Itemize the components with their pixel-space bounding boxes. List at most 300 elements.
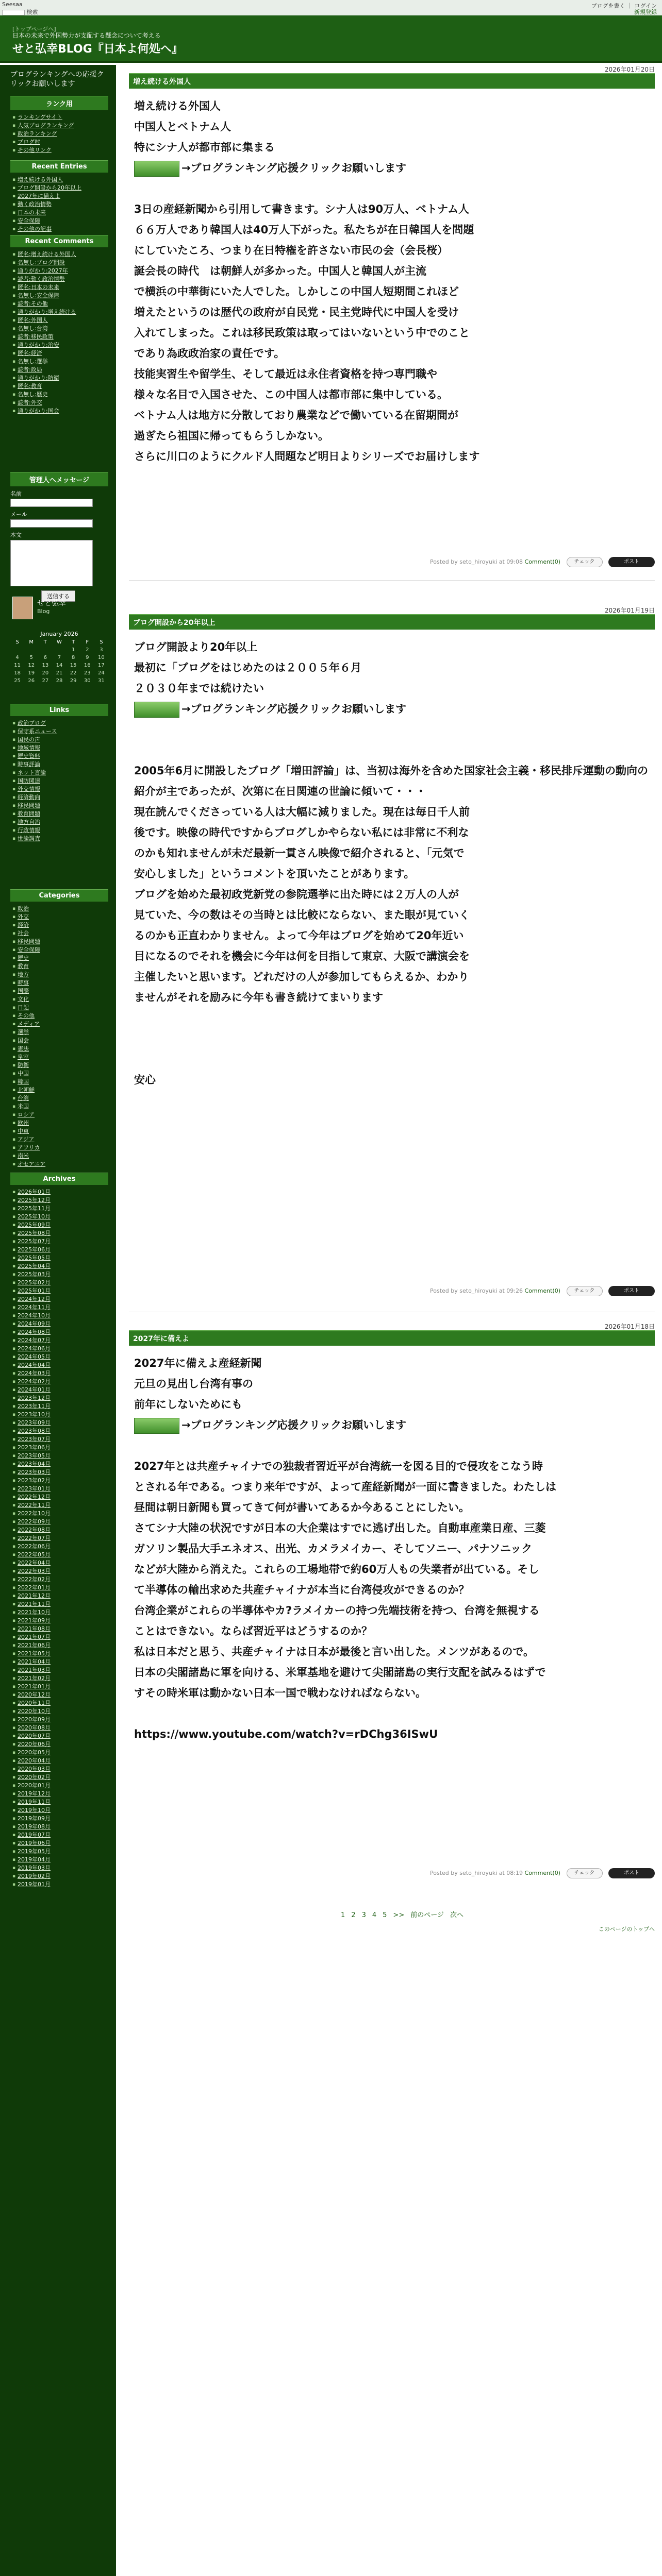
- sidebar-categories-link[interactable]: 移民問題: [18, 938, 40, 945]
- pagination: [325, 1909, 479, 1919]
- sidebar-archives-item: [12, 1353, 108, 1361]
- sidebar-archives-link[interactable]: 2020年04月: [18, 1757, 51, 1764]
- sidebar-rank-link[interactable]: その他リンク: [18, 147, 52, 154]
- sidebar-archives-item: [12, 1856, 108, 1864]
- sidebar-categories-item: [12, 946, 108, 954]
- calendar-day[interactable]: 26: [28, 678, 35, 684]
- sidebar-rank-link[interactable]: 人気ブログランキング: [18, 122, 74, 129]
- mail-input[interactable]: [10, 519, 93, 528]
- sidebar-links-link[interactable]: 外交情報: [18, 786, 40, 792]
- sidebar-categories-link[interactable]: 北朝鮮: [18, 1087, 35, 1093]
- sidebar-archives-item: [12, 1724, 108, 1732]
- calendar-day: [52, 647, 66, 653]
- calendar-day[interactable]: 22: [70, 670, 77, 676]
- calendar-day[interactable]: 28: [56, 678, 63, 684]
- sidebar-comments-link[interactable]: 通りがかり:治安: [18, 342, 59, 348]
- sidebar-categories-item: [12, 938, 108, 946]
- seesaa-brand[interactable]: [2, 1, 23, 8]
- sidebar-archives-link[interactable]: 2025年02月: [18, 1279, 51, 1286]
- sidebar-archives-link[interactable]: 2023年01月: [18, 1485, 51, 1492]
- sidebar-categories-link[interactable]: メディア: [18, 1021, 40, 1027]
- calendar-day[interactable]: 4: [15, 655, 19, 660]
- sidebar-categories-item: [12, 1020, 108, 1028]
- post-title[interactable]: ブログ開設から20年以上: [129, 614, 655, 630]
- sidebar-archives-link[interactable]: 2020年01月: [18, 1782, 51, 1789]
- sidebar-rank-link[interactable]: ブログ村: [18, 139, 40, 145]
- sidebar-recent-link[interactable]: ブログ開設から20年以上: [18, 184, 81, 191]
- sidebar-archives-link[interactable]: 2021年02月: [18, 1675, 51, 1682]
- sidebar-archives-link[interactable]: 2024年11月: [18, 1304, 51, 1311]
- post-line: のかも知れませんが未だ最新一貫さん映像で紹介されると、「元気で: [134, 847, 465, 859]
- sidebar-archives-link[interactable]: 2025年05月: [18, 1255, 51, 1261]
- sidebar-archives-link[interactable]: 2020年06月: [18, 1741, 51, 1748]
- comments-link[interactable]: Comment(0): [524, 1287, 560, 1294]
- calendar-day[interactable]: 5: [29, 655, 33, 660]
- sidebar-archives-link[interactable]: 2023年11月: [18, 1403, 51, 1410]
- ranking-text[interactable]: →ブログランキング応援クリックお願いします: [181, 162, 407, 174]
- sidebar-archives-link[interactable]: 2019年01月: [18, 1881, 51, 1888]
- sidebar-archives-item: [12, 1823, 108, 1831]
- sidebar-categories-link[interactable]: 南米: [18, 1153, 29, 1159]
- sidebar-comments-link[interactable]: 読者:動く政治情勢: [18, 276, 65, 282]
- sidebar-archives-link[interactable]: 2025年08月: [18, 1230, 51, 1236]
- sidebar-archives-link[interactable]: 2021年08月: [18, 1625, 51, 1632]
- sidebar-categories-link[interactable]: 中国: [18, 1070, 29, 1077]
- post-line: にしていたころ、つまり在日特権を許さない市民の会（会長桜）: [134, 244, 448, 257]
- calendar-day[interactable]: 30: [84, 678, 91, 684]
- page-link[interactable]: 4: [372, 1911, 377, 1919]
- sidebar-archives-link[interactable]: 2019年06月: [18, 1840, 51, 1846]
- post-line: ことはできない。ならば習近平はどうするのか？: [134, 1625, 372, 1637]
- sidebar-archives-link[interactable]: 2021年06月: [18, 1642, 51, 1649]
- sidebar-comments-link[interactable]: 匿名:日本の未来: [18, 284, 59, 291]
- sidebar-archives-link[interactable]: 2025年11月: [18, 1205, 51, 1212]
- sidebar-archives-link[interactable]: 2019年07月: [18, 1832, 51, 1838]
- sidebar-archives-link[interactable]: 2024年06月: [18, 1345, 51, 1352]
- sidebar-links-link[interactable]: 国防関連: [18, 777, 40, 784]
- sidebar-links-item: [12, 802, 108, 810]
- write-blog-link[interactable]: ブログを書く: [591, 3, 625, 9]
- calendar-day[interactable]: 6: [43, 655, 47, 660]
- sidebar-categories-link[interactable]: ロシア: [18, 1111, 35, 1118]
- sidebar-archives-link[interactable]: 2023年04月: [18, 1461, 51, 1467]
- sidebar-archives-item: [12, 1575, 108, 1584]
- calendar-day[interactable]: 2: [86, 647, 89, 653]
- post-line: [134, 1435, 650, 1456]
- post-line: とされる年である。つまり来年ですが、よって産経新聞が一面に書きました。わたしは: [134, 1481, 556, 1493]
- sidebar-categories-link[interactable]: 教育: [18, 963, 29, 970]
- sidebar-archives-link[interactable]: 2025年03月: [18, 1271, 51, 1278]
- post-line: 技能実習生や留学生、そして最近は永住者資格を持つ専門職や: [134, 368, 437, 380]
- sidebar-archives-link[interactable]: 2023年09月: [18, 1419, 51, 1426]
- sidebar-categories-link[interactable]: 政治: [18, 905, 29, 912]
- post-line: 中国人とベトナム人: [134, 121, 231, 133]
- sidebar-links-link[interactable]: 世論調査: [18, 835, 40, 842]
- sidebar-categories-link[interactable]: 外交: [18, 913, 29, 920]
- sidebar-archives-link[interactable]: 2019年05月: [18, 1848, 51, 1855]
- sidebar-archives-item: [12, 1716, 108, 1724]
- sidebar-archives-link[interactable]: 2021年04月: [18, 1658, 51, 1665]
- sidebar-archives-link[interactable]: 2025年12月: [18, 1197, 51, 1204]
- sidebar-archives-link[interactable]: 2020年02月: [18, 1774, 51, 1781]
- post-title[interactable]: 増え続ける外国人: [129, 73, 655, 89]
- sidebar-archives-link[interactable]: 2024年10月: [18, 1312, 51, 1319]
- sidebar-recent-link[interactable]: 2027年に備えよ: [18, 193, 60, 199]
- sidebar-categories-link[interactable]: 文化: [18, 996, 29, 1003]
- calendar-day[interactable]: 29: [70, 678, 77, 684]
- calendar-day[interactable]: 8: [71, 655, 75, 660]
- check-button[interactable]: チェック: [567, 1868, 603, 1878]
- sidebar-archives-link[interactable]: 2024年03月: [18, 1370, 51, 1377]
- sidebar-archives-item: [12, 1534, 108, 1543]
- sidebar-archives-link[interactable]: 2020年10月: [18, 1708, 51, 1715]
- post-line: るのかも正直わかりません。よって今年はブログを始めて20年近い: [134, 929, 464, 942]
- sidebar-comments-link[interactable]: 読者:政局: [18, 366, 42, 373]
- sidebar-comments-link[interactable]: 匿名:外国人: [18, 317, 48, 324]
- sidebar-recent-link[interactable]: その他の記事: [18, 226, 52, 232]
- sidebar-links-link[interactable]: 地域情報: [18, 744, 40, 751]
- sidebar-archives-link[interactable]: 2023年05月: [18, 1452, 51, 1459]
- sidebar-rank-item: [12, 113, 108, 122]
- sidebar-archives-link[interactable]: 2022年05月: [18, 1551, 51, 1558]
- comments-link[interactable]: Comment(0): [524, 558, 560, 565]
- sidebar-archives-item: [12, 1683, 108, 1691]
- sidebar-links-link[interactable]: 移民問題: [18, 802, 40, 809]
- recent-entries-list: [10, 173, 108, 233]
- sidebar-categories-link[interactable]: 皇室: [18, 1054, 29, 1060]
- sidebar-categories-item: [12, 1094, 108, 1103]
- calendar-day[interactable]: 12: [28, 663, 35, 668]
- sidebar-archives-link[interactable]: 2019年11月: [18, 1799, 51, 1805]
- page-link[interactable]: 3: [361, 1911, 366, 1919]
- sidebar-archives-link[interactable]: 2022年04月: [18, 1560, 51, 1566]
- top-page-link[interactable]: [トップページへ]: [12, 26, 56, 32]
- avatar[interactable]: [12, 597, 33, 619]
- page-top-link[interactable]: このページのトップへ: [598, 1926, 655, 1933]
- prev-page-link[interactable]: 前のページ: [410, 1911, 444, 1919]
- sidebar-comments-link[interactable]: 読者:外交: [18, 399, 42, 406]
- calendar-dow: S: [100, 639, 103, 645]
- sidebar-archives-link[interactable]: 2024年01月: [18, 1386, 51, 1393]
- sidebar-archives-item: [12, 1592, 108, 1600]
- sidebar-archives-item: [12, 1782, 108, 1790]
- comments-link[interactable]: Comment(0): [524, 1870, 560, 1876]
- sidebar-archives-link[interactable]: 2020年08月: [18, 1724, 51, 1731]
- sidebar-links-item: [12, 727, 108, 736]
- sidebar-archives-link[interactable]: 2025年01月: [18, 1287, 51, 1294]
- sidebar-comments-link[interactable]: 名無し:安全保障: [18, 292, 59, 299]
- sidebar-archives-link[interactable]: 2025年06月: [18, 1246, 51, 1253]
- blog-title[interactable]: せと弘幸BLOG『日本よ何処へ』: [12, 43, 183, 56]
- sidebar-archives-link[interactable]: 2023年07月: [18, 1436, 51, 1443]
- post-share-button[interactable]: ポスト: [608, 1868, 655, 1878]
- sidebar-archives-link[interactable]: 2020年05月: [18, 1749, 51, 1756]
- calendar-day[interactable]: 25: [14, 678, 21, 684]
- sidebar-links-link[interactable]: 保守系ニュース: [18, 728, 57, 735]
- ranking-banner[interactable]: [134, 161, 179, 177]
- sidebar-comments-link[interactable]: 名無し:台湾: [18, 325, 48, 332]
- sidebar-archives-link[interactable]: 2024年08月: [18, 1329, 51, 1335]
- post-line: 2005年6月に開設したブログ「増田評論」は、当初は海外を含めた国家社会主義・移民排斥運動の動向の紹介が主であったが、次第に在日関連の世論に傾いて・・・: [134, 765, 649, 798]
- sidebar-archives-link[interactable]: 2022年03月: [18, 1568, 51, 1574]
- sidebar-archives-link[interactable]: 2019年03月: [18, 1865, 51, 1871]
- sidebar-archives-link[interactable]: 2022年12月: [18, 1494, 51, 1500]
- sidebar-categories-link[interactable]: 国際: [18, 988, 29, 994]
- sidebar-recent-item: [12, 225, 108, 233]
- sidebar-archives-link[interactable]: 2025年09月: [18, 1222, 51, 1228]
- sidebar-categories-link[interactable]: 経済: [18, 922, 29, 928]
- register-link[interactable]: 新規登録: [634, 9, 657, 15]
- sidebar-rank-link[interactable]: ランキングサイト: [18, 114, 62, 121]
- ranking-text[interactable]: →ブログランキング応援クリックお願いします: [181, 1419, 407, 1431]
- sidebar-archives-item: [12, 1402, 108, 1411]
- sidebar-links-item: [12, 818, 108, 826]
- sidebar-archives-link[interactable]: 2022年11月: [18, 1502, 51, 1509]
- sidebar-recent-link[interactable]: 日本の未来: [18, 209, 46, 216]
- sidebar-archives-link[interactable]: 2023年02月: [18, 1477, 51, 1484]
- page-link[interactable]: 5: [383, 1911, 387, 1919]
- sidebar-archives-item: [12, 1773, 108, 1782]
- body-label: 本文: [10, 532, 22, 538]
- sidebar-archives-link[interactable]: 2023年12月: [18, 1395, 51, 1401]
- sidebar-categories-link[interactable]: 歴史: [18, 955, 29, 961]
- sidebar-categories-link[interactable]: 日記: [18, 1004, 29, 1011]
- sidebar-archives-link[interactable]: 2022年07月: [18, 1535, 51, 1541]
- sidebar-comments-link[interactable]: 名無し:歴史: [18, 391, 48, 398]
- recent-comments-list: [10, 247, 108, 415]
- send-button[interactable]: 送信する: [41, 590, 75, 602]
- calendar-day[interactable]: 24: [98, 670, 105, 676]
- ranking-banner[interactable]: [134, 1418, 179, 1434]
- calendar-day[interactable]: 10: [98, 655, 105, 660]
- sidebar-archives-link[interactable]: 2025年07月: [18, 1238, 51, 1245]
- top-right-links: ブログを書く ｜ ログイン: [591, 3, 657, 9]
- calendar-day[interactable]: 19: [28, 670, 35, 676]
- post-line: 見ていた、今の数はその当時とは比較にならない、また眼が見ていく: [134, 909, 470, 921]
- sidebar-links-link[interactable]: ネット言論: [18, 769, 46, 776]
- sidebar-archives-link[interactable]: 2019年02月: [18, 1873, 51, 1879]
- sidebar-categories-item: [12, 1144, 108, 1152]
- sidebar-categories-link[interactable]: 台湾: [18, 1095, 29, 1101]
- sidebar-archives-item: [12, 1444, 108, 1452]
- sidebar-categories-item: [12, 913, 108, 921]
- sidebar-comments-link[interactable]: 名無し:ブログ開設: [18, 259, 65, 266]
- calendar-day[interactable]: 1: [71, 647, 75, 653]
- sidebar-archives-link[interactable]: 2022年06月: [18, 1543, 51, 1550]
- sidebar-archives-link[interactable]: 2023年10月: [18, 1411, 51, 1418]
- profile-name[interactable]: せと弘幸: [37, 599, 66, 607]
- sidebar-archives-link[interactable]: 2024年02月: [18, 1378, 51, 1385]
- sidebar-archives-link[interactable]: 2024年07月: [18, 1337, 51, 1344]
- post-line: [134, 1028, 650, 1049]
- archives-list: [10, 1185, 108, 1889]
- calendar-day[interactable]: 3: [100, 647, 103, 653]
- sidebar-comments-link[interactable]: 読者:その他: [18, 300, 48, 307]
- sidebar-comments-link[interactable]: 通りがかり:2027年: [18, 267, 68, 274]
- search-input[interactable]: [2, 10, 25, 15]
- sidebar-rank-link[interactable]: 政治ランキング: [18, 130, 57, 137]
- sidebar-recent-link[interactable]: 増え続ける外国人: [18, 176, 63, 183]
- sidebar-comments-link[interactable]: 匿名:経済: [18, 350, 42, 357]
- sidebar-archives-link[interactable]: 2019年10月: [18, 1807, 51, 1814]
- check-button[interactable]: チェック: [567, 557, 603, 567]
- sidebar-archives-link[interactable]: 2020年03月: [18, 1766, 51, 1772]
- calendar-day[interactable]: 20: [42, 670, 49, 676]
- calendar-day[interactable]: 15: [70, 663, 77, 668]
- post-title[interactable]: 2027年に備えよ: [129, 1330, 655, 1346]
- sidebar-categories-link[interactable]: 安全保障: [18, 946, 40, 953]
- sidebar-archives-link[interactable]: 2026年01月: [18, 1189, 51, 1195]
- sidebar-links-link[interactable]: 経済動向: [18, 794, 40, 801]
- sidebar-comments-link[interactable]: 匿名:教育: [18, 383, 42, 389]
- sidebar-comments-link[interactable]: 名無し:選挙: [18, 358, 48, 365]
- sidebar-archives-link[interactable]: 2021年11月: [18, 1601, 51, 1607]
- post-line: [134, 740, 650, 760]
- sidebar-archives-link[interactable]: 2021年05月: [18, 1650, 51, 1657]
- calendar-day[interactable]: 16: [84, 663, 91, 668]
- sidebar-links-link[interactable]: 国民の声: [18, 736, 40, 743]
- calendar-day[interactable]: 18: [14, 670, 21, 676]
- sidebar-archives-link[interactable]: 2019年12月: [18, 1790, 51, 1797]
- calendar-day[interactable]: 23: [84, 670, 91, 676]
- sidebar-archives-link[interactable]: 2021年01月: [18, 1683, 51, 1690]
- sidebar-categories-link[interactable]: 時事: [18, 979, 29, 986]
- sidebar-archives-link[interactable]: 2022年09月: [18, 1518, 51, 1525]
- sidebar-comments-link[interactable]: 匿名:増え続ける外国人: [18, 251, 76, 258]
- body-textarea[interactable]: [10, 540, 93, 586]
- sidebar-categories-link[interactable]: 地方: [18, 971, 29, 978]
- sidebar-categories-link[interactable]: アジア: [18, 1136, 35, 1143]
- login-link[interactable]: ログイン: [634, 3, 657, 9]
- sidebar-categories-link[interactable]: 防衛: [18, 1062, 29, 1069]
- name-input[interactable]: [10, 499, 93, 507]
- sidebar-archives-link[interactable]: 2022年02月: [18, 1576, 51, 1583]
- sidebar-categories-link[interactable]: 米国: [18, 1103, 29, 1110]
- sidebar-archives-link[interactable]: 2021年12月: [18, 1592, 51, 1599]
- post-footer: [430, 1286, 655, 1296]
- sidebar-links-link[interactable]: 地方自治: [18, 819, 40, 825]
- sidebar-archives-link[interactable]: 2024年12月: [18, 1296, 51, 1302]
- sidebar-archives-link[interactable]: 2021年03月: [18, 1667, 51, 1673]
- sidebar-categories-link[interactable]: 憲法: [18, 1045, 29, 1052]
- sidebar-categories-item: [12, 1061, 108, 1070]
- sidebar-comments-link[interactable]: 通りがかり:国会: [18, 408, 59, 414]
- sidebar-archives-link[interactable]: 2021年09月: [18, 1617, 51, 1624]
- sidebar-archives-link[interactable]: 2023年03月: [18, 1469, 51, 1476]
- section-title: Recent Entries: [10, 160, 108, 173]
- sidebar-archives-link[interactable]: 2023年06月: [18, 1444, 51, 1451]
- page-link[interactable]: 2: [351, 1911, 356, 1919]
- post-line: 増え続ける外国人: [134, 100, 221, 112]
- sidebar-archives-link[interactable]: 2020年09月: [18, 1716, 51, 1723]
- sidebar-links-link[interactable]: 行政情報: [18, 827, 40, 834]
- post-share-button[interactable]: ポスト: [608, 1286, 655, 1296]
- sidebar-archives-link[interactable]: 2022年08月: [18, 1527, 51, 1533]
- sidebar-comments-link[interactable]: 読者:移民政策: [18, 333, 54, 340]
- sidebar-comments-item: [12, 292, 108, 300]
- search-row: [2, 8, 38, 16]
- sidebar-categories-link[interactable]: 韓国: [18, 1078, 29, 1085]
- page-link[interactable]: >>: [393, 1911, 405, 1919]
- page-link[interactable]: 1: [341, 1911, 345, 1919]
- calendar-day[interactable]: 21: [56, 670, 63, 676]
- post-share-button[interactable]: ポスト: [608, 557, 655, 567]
- sidebar-archives-link[interactable]: 2020年11月: [18, 1700, 51, 1706]
- sidebar-archives-link[interactable]: 2024年04月: [18, 1362, 51, 1368]
- sidebar-recent-link[interactable]: 安全保障: [18, 217, 40, 224]
- ranking-text[interactable]: →ブログランキング応援クリックお願いします: [181, 703, 407, 715]
- sidebar-archives-link[interactable]: 2019年08月: [18, 1823, 51, 1830]
- sidebar-categories-link[interactable]: アフリカ: [18, 1144, 40, 1151]
- section-title: Links: [10, 704, 108, 716]
- calendar-day[interactable]: 9: [86, 655, 89, 660]
- sidebar-comments-link[interactable]: 通りがかり:増え続ける: [18, 309, 76, 315]
- sidebar-archives-item: [12, 1707, 108, 1716]
- sidebar-archives-link[interactable]: 2022年10月: [18, 1510, 51, 1517]
- sidebar-archives-link[interactable]: 2021年10月: [18, 1609, 51, 1616]
- calendar-day[interactable]: 17: [98, 663, 105, 668]
- sidebar-archives-link[interactable]: 2025年04月: [18, 1263, 51, 1269]
- sidebar-archives-link[interactable]: 2024年09月: [18, 1320, 51, 1327]
- calendar-day[interactable]: 14: [56, 663, 63, 668]
- sidebar-categories-link[interactable]: 欧州: [18, 1120, 29, 1126]
- sidebar-links-link[interactable]: 教育問題: [18, 810, 40, 817]
- calendar-day[interactable]: 7: [57, 655, 61, 660]
- sidebar-categories-item: [12, 954, 108, 962]
- calendar-day[interactable]: 31: [98, 678, 105, 684]
- calendar-day[interactable]: 11: [14, 663, 21, 668]
- sidebar-archives-item: [12, 1435, 108, 1444]
- sidebar-archives-item: [12, 1765, 108, 1773]
- post-line: さてシナ大陸の状況ですが日本の大企業はすでに逃げ出した。自動車産業日産、三菱: [134, 1522, 546, 1534]
- sidebar-section-archives: [10, 1173, 108, 1889]
- sidebar-categories-link[interactable]: その他: [18, 1012, 35, 1019]
- sidebar-recent-link[interactable]: 動く政治情勢: [18, 201, 52, 208]
- sidebar-archives-link[interactable]: 2025年10月: [18, 1213, 51, 1220]
- sidebar-categories-link[interactable]: 選挙: [18, 1029, 29, 1036]
- sidebar-links-link[interactable]: 時事評論: [18, 761, 40, 768]
- sidebar-categories-link[interactable]: 社会: [18, 930, 29, 937]
- sidebar-archives-link[interactable]: 2022年01月: [18, 1584, 51, 1591]
- sidebar-archives-link[interactable]: 2019年04月: [18, 1856, 51, 1863]
- sidebar-archives-item: [12, 1608, 108, 1617]
- sidebar-archives-link[interactable]: 2019年09月: [18, 1815, 51, 1822]
- sidebar-links-link[interactable]: 歴史資料: [18, 753, 40, 759]
- sidebar-links-link[interactable]: 政治ブログ: [18, 720, 46, 726]
- sidebar-archives-link[interactable]: 2021年07月: [18, 1634, 51, 1640]
- sidebar-archives-link[interactable]: 2023年08月: [18, 1428, 51, 1434]
- search-button[interactable]: 検索: [26, 9, 38, 15]
- next-page-link[interactable]: 次へ: [450, 1911, 464, 1919]
- post-footer: [430, 557, 655, 567]
- post-line: ませんがそれを励みに今年も書き続けてまいります: [134, 991, 383, 1004]
- sidebar-comments-link[interactable]: 通りがかり:防衛: [18, 375, 59, 381]
- sidebar-categories-item: [12, 1136, 108, 1144]
- sidebar-archives-link[interactable]: 2020年12月: [18, 1691, 51, 1698]
- sidebar-categories-link[interactable]: 中東: [18, 1128, 29, 1134]
- check-button[interactable]: チェック: [567, 1286, 603, 1296]
- sidebar-archives-link[interactable]: 2024年05月: [18, 1353, 51, 1360]
- sidebar-categories-link[interactable]: 国会: [18, 1037, 29, 1044]
- calendar-day[interactable]: 13: [42, 663, 49, 668]
- post-line: で横浜の中華街にいた人でした。しかしこの中国人短期間これほど: [134, 285, 459, 298]
- ranking-banner[interactable]: [134, 702, 179, 718]
- sidebar-archives-link[interactable]: 2020年07月: [18, 1733, 51, 1739]
- sidebar-archives-item: [12, 1798, 108, 1806]
- calendar-day[interactable]: 27: [42, 678, 49, 684]
- sidebar-categories-link[interactable]: オセアニア: [18, 1161, 46, 1167]
- sidebar-archives-item: [12, 1510, 108, 1518]
